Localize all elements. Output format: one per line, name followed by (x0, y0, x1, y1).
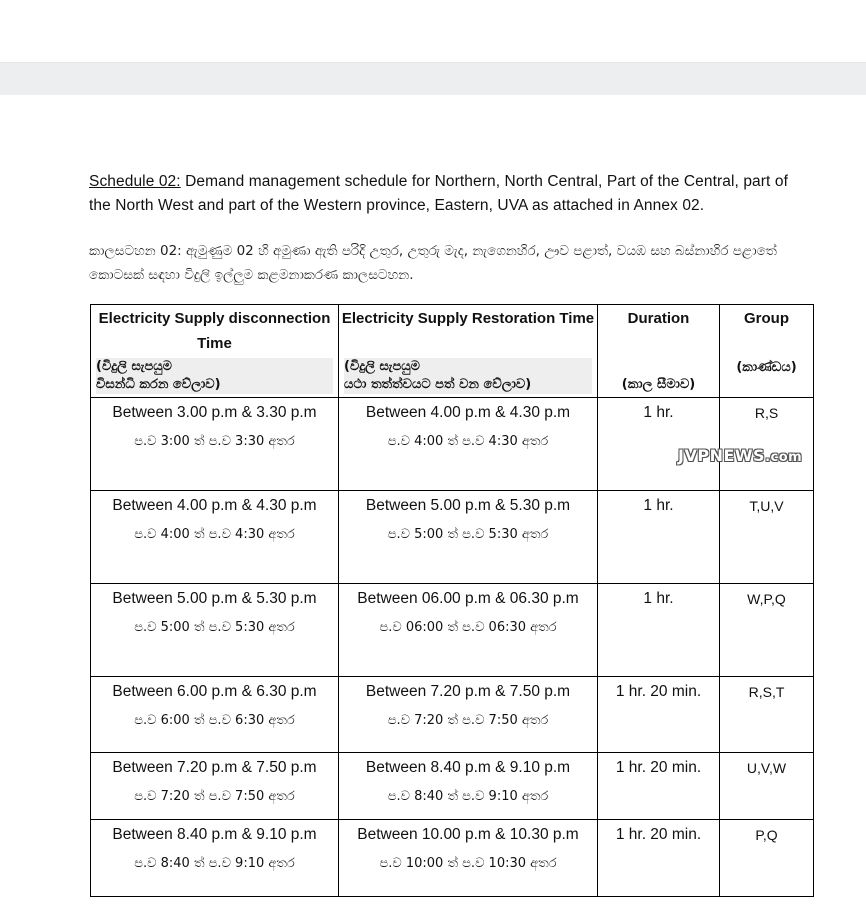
group-value: T,U,V (749, 498, 784, 514)
disconnect-time-cell (91, 820, 339, 897)
restoration-time-en: Between 7.20 p.m & 7.50 p.m (365, 683, 571, 700)
restoration-time-en: Between 10.00 p.m & 10.30 p.m (357, 826, 579, 843)
table-row (91, 753, 814, 820)
disconnect-time-si: ප.ව 4:00 ත් ප.ව 4:30 අතර (134, 527, 295, 542)
disconnect-time-cell (91, 677, 339, 753)
group-header: Group (කාණ්ඩය) (720, 305, 814, 398)
restoration-time-si: ප.ව 7:20 ත් ප.ව 7:50 අතර (387, 713, 549, 728)
group-value: R,S (754, 405, 779, 421)
duration-header: Duration (කාල සීමාව) (598, 305, 720, 398)
disconnect-time-cell (91, 398, 339, 491)
disconnect-time-en: Between 3.00 p.m & 3.30 p.m (112, 404, 317, 421)
group-cell (720, 820, 814, 897)
disconnect-time-en: Between 6.00 p.m & 6.30 p.m (112, 683, 317, 700)
restoration-time-cell (339, 584, 598, 677)
schedule-description: Demand management schedule for Northern, North Central, Part of the Central, part of the North West and part of the Western province, Eastern, UVA as attached in Annex 02. (89, 173, 788, 214)
group-value: W,P,Q (747, 591, 786, 607)
disconnect-time-si: ප.ව 3:00 ත් ප.ව 3:30 අතර (134, 434, 295, 449)
table-row (91, 398, 814, 491)
duration-cell (598, 398, 720, 491)
disconnect-time-header: Electricity Supply disconnection Time (විදුලි සැපයුම විසන්ධි කරන වේලාව) (91, 305, 339, 398)
schedule-table (90, 304, 814, 897)
restoration-time-cell (339, 491, 598, 584)
disconnect-time-cell (91, 584, 339, 677)
disconnect-time-en: Between 5.00 p.m & 5.30 p.m (112, 590, 317, 607)
group-cell (720, 398, 814, 491)
disconnect-time-en: Between 7.20 p.m & 7.50 p.m (112, 759, 317, 776)
restoration-time-en: Between 4.00 p.m & 4.30 p.m (365, 404, 571, 421)
duration-value: 1 hr. 20 min. (615, 683, 702, 700)
restoration-time-si: ප.ව 8:40 ත් ප.ව 9:10 අතර (387, 789, 549, 804)
schedule-heading-sinhala: කාලසටහන 02: ඇමුණුම 02 හි අමුණා ඇති පරිදි උතුර, උතුරු මැද, නැගෙනහිර, ඌව පළාත්, වයඹ සහ බස්නාහිර පළාතේ කොටසක් සඳහා විදුලි ඉල්ලුම කළමනාකරණ කාලසටහන. (89, 243, 777, 283)
restoration-time-header: Electricity Supply Restoration Time (විදුලි සැපයුම යථා තත්ත්වයට පත් වන වේලාව) (339, 305, 598, 398)
viewer-top-bar (0, 62, 866, 95)
duration-value: 1 hr. 20 min. (615, 826, 702, 843)
disconnect-time-si: ප.ව 5:00 ත් ප.ව 5:30 අතර (134, 620, 295, 635)
disconnect-time-en: Between 4.00 p.m & 4.30 p.m (112, 497, 317, 514)
disconnect-time-cell (91, 491, 339, 584)
table-body (91, 398, 814, 897)
duration-value: 1 hr. (643, 497, 674, 514)
duration-cell (598, 677, 720, 753)
disconnect-time-si: ප.ව 7:20 ත් ප.ව 7:50 අතර (134, 789, 295, 804)
group-value: U,V,W (746, 760, 787, 776)
restoration-time-cell (339, 753, 598, 820)
disconnect-time-si: ප.ව 6:00 ත් ප.ව 6:30 අතර (134, 713, 295, 728)
restoration-time-cell (339, 820, 598, 897)
group-cell (720, 677, 814, 753)
disconnect-time-cell (91, 753, 339, 820)
restoration-time-si: ප.ව 06:00 ත් ප.ව 06:30 අතර (379, 620, 557, 635)
duration-cell (598, 820, 720, 897)
table-row (91, 491, 814, 584)
group-cell (720, 491, 814, 584)
table-row (91, 820, 814, 897)
schedule-heading-english (89, 170, 814, 218)
group-cell (720, 584, 814, 677)
group-value: P,Q (755, 827, 778, 843)
duration-value: 1 hr. (643, 590, 674, 607)
restoration-time-si: ප.ව 10:00 ත් ප.ව 10:30 අතර (379, 856, 557, 871)
restoration-time-cell (339, 677, 598, 753)
duration-cell (598, 491, 720, 584)
group-cell (720, 753, 814, 820)
restoration-time-en: Between 5.00 p.m & 5.30 p.m (365, 497, 571, 514)
duration-cell (598, 584, 720, 677)
restoration-time-si: ප.ව 5:00 ත් ප.ව 5:30 අතර (387, 527, 549, 542)
table-header-row (91, 305, 814, 398)
duration-cell (598, 753, 720, 820)
disconnect-time-si: ප.ව 8:40 ත් ප.ව 9:10 අතර (134, 856, 295, 871)
duration-value: 1 hr. 20 min. (615, 759, 702, 776)
disconnect-time-en: Between 8.40 p.m & 9.10 p.m (112, 826, 317, 843)
jvpnews-watermark: JVPNEWS.com (678, 446, 803, 465)
restoration-time-en: Between 06.00 p.m & 06.30 p.m (357, 590, 579, 607)
restoration-time-si: ප.ව 4:00 ත් ප.ව 4:30 අතර (387, 434, 549, 449)
duration-value: 1 hr. (643, 404, 674, 421)
schedule-label: Schedule 02: (89, 173, 181, 190)
restoration-time-en: Between 8.40 p.m & 9.10 p.m (365, 759, 571, 776)
group-value: R,S,T (748, 684, 785, 700)
restoration-time-cell (339, 398, 598, 491)
table-row (91, 677, 814, 753)
table-row (91, 584, 814, 677)
